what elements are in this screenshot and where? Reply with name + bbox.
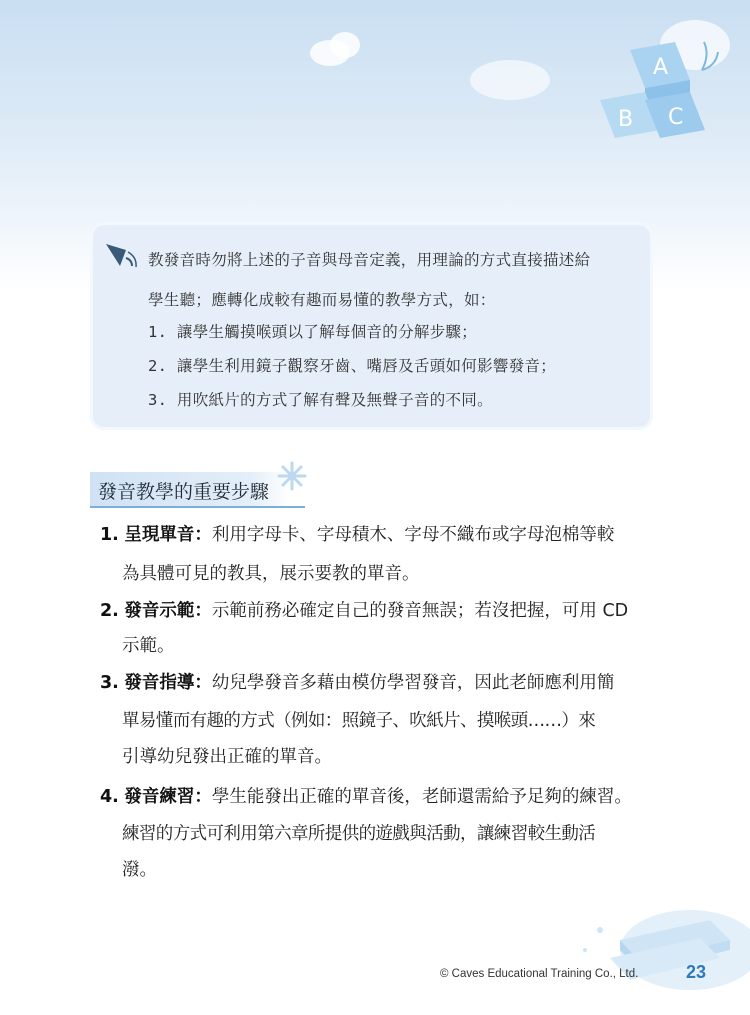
step-number: 3. xyxy=(100,673,119,693)
step-title: 發音指導： xyxy=(124,673,212,693)
step-number: 2. xyxy=(100,601,119,621)
step-title: 發音練習： xyxy=(124,787,212,807)
block-letter-c: C xyxy=(668,105,684,130)
step-text: 示範前務必確定自己的發音無誤；若沒把握，可用 CD xyxy=(211,601,629,621)
heading-underline xyxy=(90,506,305,508)
step-title: 呈現單音： xyxy=(124,525,212,545)
step-text-continued: 單易懂而有趣的方式（例如：照鏡子、吹紙片、摸喉頭……）來 xyxy=(122,711,596,731)
step-text: 學生能發出正確的單音後，老師還需給予足夠的練習。 xyxy=(211,787,632,807)
step-text: 利用字母卡、字母積木、字母不織布或字母泡棉等較 xyxy=(211,525,615,545)
step-text-continued: 潑。 xyxy=(122,860,157,880)
tip-line: 3. 用吹紙片的方式了解有聲及無聲子音的不同。 xyxy=(148,391,493,409)
step-item-3 xyxy=(100,669,614,694)
step-text-continued: 示範。 xyxy=(122,636,175,656)
tip-line: 2. 讓學生利用鏡子觀察牙齒、嘴唇及舌頭如何影響發音； xyxy=(148,357,557,375)
sparkle-icon xyxy=(276,460,308,492)
step-item-2 xyxy=(100,597,628,622)
section-heading xyxy=(90,472,305,512)
page-number: 23 xyxy=(686,962,707,982)
abc-blocks-illustration xyxy=(590,40,720,160)
cloud-decoration xyxy=(330,32,360,58)
speaker-icon xyxy=(104,240,138,270)
block-letter-b: B xyxy=(618,107,634,132)
tip-line: 1. 讓學生觸摸喉頭以了解每個音的分解步驟； xyxy=(148,323,478,341)
copyright-text: © Caves Educational Training Co., Ltd. xyxy=(440,968,639,980)
step-item-4 xyxy=(100,783,632,808)
tip-line: 學生聽；應轉化成較有趣而易懂的教學方式，如： xyxy=(148,291,496,309)
section-heading-text: 發音教學的重要步驟 xyxy=(98,481,270,503)
block-letter-a: A xyxy=(653,55,669,80)
step-text: 幼兒學發音多藉由模仿學習發音，因此老師應利用簡 xyxy=(211,673,615,693)
cloud-decoration xyxy=(470,60,550,100)
step-text-continued: 為具體可見的教具，展示要教的單音。 xyxy=(122,564,420,584)
step-number: 4. xyxy=(100,787,119,807)
step-number: 1. xyxy=(100,525,119,545)
step-title: 發音示範： xyxy=(124,601,212,621)
step-item-1 xyxy=(100,521,614,546)
step-text-continued: 引導幼兒發出正確的單音。 xyxy=(122,747,332,767)
tip-line: 教發音時勿將上述的子音與母音定義，用理論的方式直接描述給 xyxy=(148,251,591,269)
step-text-continued: 練習的方式可利用第六章所提供的遊戲與活動，讓練習較生動活 xyxy=(122,824,596,844)
